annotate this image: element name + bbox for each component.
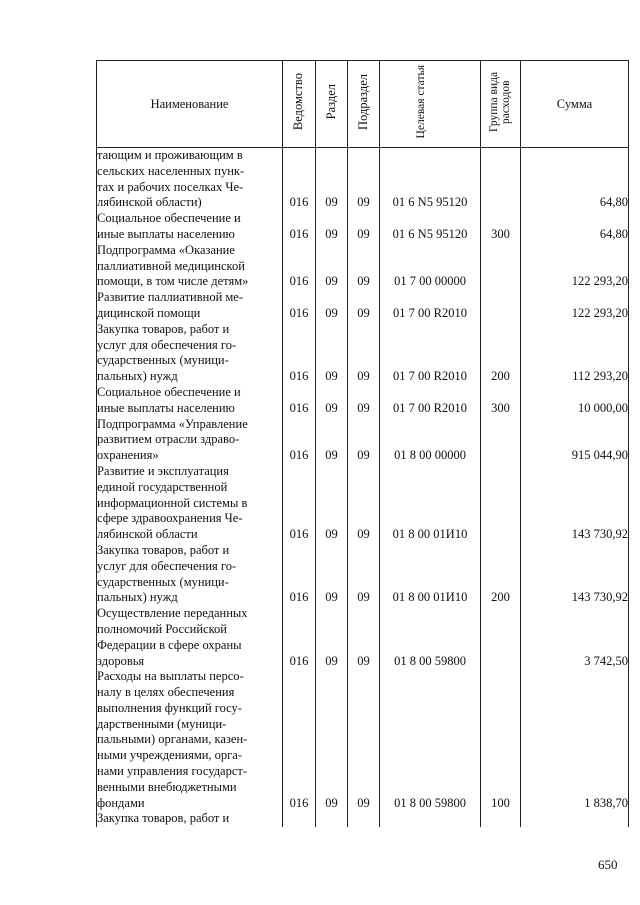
row-section: 09 [316,211,348,243]
row-target: 01 7 00 00000 [380,243,481,290]
row-expense-group [481,606,521,669]
row-name-line: иные выплаты населению [97,400,235,415]
row-name-line: Подпрограмма «Оказание [97,242,235,257]
row-section: 09 [316,385,348,417]
row-name [97,385,283,417]
row-name [97,211,283,243]
table-header-row [97,61,629,148]
row-subsection: 09 [348,211,380,243]
row-subsection: 09 [348,290,380,322]
row-section: 09 [316,417,348,464]
table-row [97,464,629,543]
row-name-line: дарственными (муници- [97,716,227,731]
row-amount: 122 293,20 [521,290,629,322]
row-name-line: Развитие и эксплуатация [97,463,229,478]
table-row [97,211,629,243]
row-name [97,148,283,212]
row-subsection: 09 [348,243,380,290]
row-name-line: иные выплаты населению [97,226,235,241]
row-expense-group [481,243,521,290]
row-name-line: сфере здравоохранения Че- [97,511,243,526]
header-department: Ведомство [283,61,316,148]
row-department: 016 [283,543,316,606]
row-name-line: единой государственной [97,479,228,494]
row-amount: 915 044,90 [521,417,629,464]
row-name [97,606,283,669]
row-expense-group: 300 [481,211,521,243]
row-name [97,322,283,385]
row-name [97,417,283,464]
header-name: Наименование [97,61,283,148]
row-subsection: 09 [348,417,380,464]
row-target: 01 8 00 59800 [380,669,481,811]
row-department: 016 [283,464,316,543]
row-name-line: пальных) нужд [97,590,178,605]
row-expense-group: 200 [481,322,521,385]
row-name-line: Социальное обеспечение и [97,384,241,399]
page-number: 650 [598,857,618,872]
row-name-line: тах и рабочих поселках Че- [97,179,244,194]
row-target: 01 7 00 R2010 [380,290,481,322]
table-row [97,543,629,606]
row-subsection [348,811,380,827]
row-section: 09 [316,606,348,669]
row-amount: 10 000,00 [521,385,629,417]
table-row [97,290,629,322]
row-name-line: Закупка товаров, работ и [97,321,230,336]
row-department: 016 [283,211,316,243]
header-expense-group: Группа вида расходов [481,61,521,148]
row-expense-group: 100 [481,669,521,811]
row-section: 09 [316,322,348,385]
row-section [316,811,348,827]
row-name-line: услуг для обеспечения го- [97,558,237,573]
row-target: 01 7 00 R2010 [380,385,481,417]
row-name-line: фондами [97,795,145,810]
row-name-line: развитием отрасли здраво- [97,432,240,447]
row-section: 09 [316,543,348,606]
row-department: 016 [283,148,316,212]
row-name [97,669,283,811]
table-row [97,811,629,827]
row-target: 01 8 00 01И10 [380,464,481,543]
row-subsection: 09 [348,148,380,212]
row-department: 016 [283,290,316,322]
row-department: 016 [283,669,316,811]
row-department: 016 [283,243,316,290]
row-name-line: нами управления государст- [97,764,248,779]
header-target: Целевая статья [380,61,481,148]
table-row [97,385,629,417]
row-expense-group [481,811,521,827]
row-section: 09 [316,464,348,543]
row-name-line: Закупка товаров, работ и [97,811,230,826]
row-name-line: паллиативной медицинской [97,258,245,273]
row-amount: 64,80 [521,211,629,243]
row-target: 01 6 N5 95120 [380,211,481,243]
row-target: 01 6 N5 95120 [380,148,481,212]
row-name-line: ными учреждениями, орга- [97,748,243,763]
row-name-line: Осуществление переданных [97,606,248,621]
row-section: 09 [316,290,348,322]
row-name-line: услуг для обеспечения го- [97,337,237,352]
header-amount: Сумма [521,61,629,148]
row-expense-group [481,148,521,212]
row-department: 016 [283,385,316,417]
row-name-line: Закупка товаров, работ и [97,542,230,557]
row-amount: 143 730,92 [521,464,629,543]
row-name-line: лябинской области [97,527,198,542]
row-section: 09 [316,243,348,290]
table-row [97,148,629,212]
row-amount: 122 293,20 [521,243,629,290]
row-name-line: дицинской помощи [97,305,201,320]
row-name-line: пальными) органами, казен- [97,732,248,747]
row-expense-group [481,464,521,543]
row-name-line: Социальное обеспечение и [97,211,241,226]
row-name-line: информационной системы в [97,495,248,510]
row-name-line: венными внебюджетными [97,779,237,794]
row-subsection: 09 [348,322,380,385]
row-name-line: сельских населенных пунк- [97,163,245,178]
row-name-line: Развитие паллиативной ме- [97,290,244,305]
row-amount: 3 742,50 [521,606,629,669]
row-name-line: выполнения функций госу- [97,700,242,715]
row-name [97,243,283,290]
table-row [97,243,629,290]
row-expense-group: 300 [481,385,521,417]
row-name [97,811,283,827]
row-name-line: Расходы на выплаты персо- [97,669,244,684]
row-name-line: охранения» [97,448,159,463]
row-amount [521,811,629,827]
row-amount: 64,80 [521,148,629,212]
row-subsection: 09 [348,669,380,811]
row-department [283,811,316,827]
table-row [97,669,629,811]
row-name [97,290,283,322]
row-name-line: Подпрограмма «Управление [97,416,248,431]
row-name-line: налу в целях обеспечения [97,685,235,700]
row-department: 016 [283,417,316,464]
row-target: 01 8 00 01И10 [380,543,481,606]
budget-table [96,60,629,827]
row-target: 01 7 00 R2010 [380,322,481,385]
row-expense-group [481,417,521,464]
row-name-line: лябинской области) [97,195,202,210]
row-name-line: пальных) нужд [97,369,178,384]
row-expense-group: 200 [481,543,521,606]
header-section: Раздел [316,61,348,148]
row-name-line: сударственных (муници- [97,353,229,368]
row-department: 016 [283,322,316,385]
row-name-line: Федерации в сфере охраны [97,637,242,652]
row-section: 09 [316,148,348,212]
row-name-line: здоровья [97,653,145,668]
row-subsection: 09 [348,606,380,669]
row-amount: 1 838,70 [521,669,629,811]
row-subsection: 09 [348,543,380,606]
row-subsection: 09 [348,464,380,543]
row-target: 01 8 00 59800 [380,606,481,669]
row-target: 01 8 00 00000 [380,417,481,464]
row-department: 016 [283,606,316,669]
header-subsection: Подраздел [348,61,380,148]
row-name [97,543,283,606]
row-amount: 112 293,20 [521,322,629,385]
row-target [380,811,481,827]
row-section: 09 [316,669,348,811]
table-row [97,606,629,669]
table-row [97,417,629,464]
table-row [97,322,629,385]
row-name [97,464,283,543]
row-name-line: сударственных (муници- [97,574,229,589]
row-subsection: 09 [348,385,380,417]
row-amount: 143 730,92 [521,543,629,606]
row-name-line: полномочий Российской [97,621,227,636]
row-name-line: тающим и проживающим в [97,148,243,162]
row-name-line: помощи, в том числе детям» [97,274,249,289]
row-expense-group [481,290,521,322]
